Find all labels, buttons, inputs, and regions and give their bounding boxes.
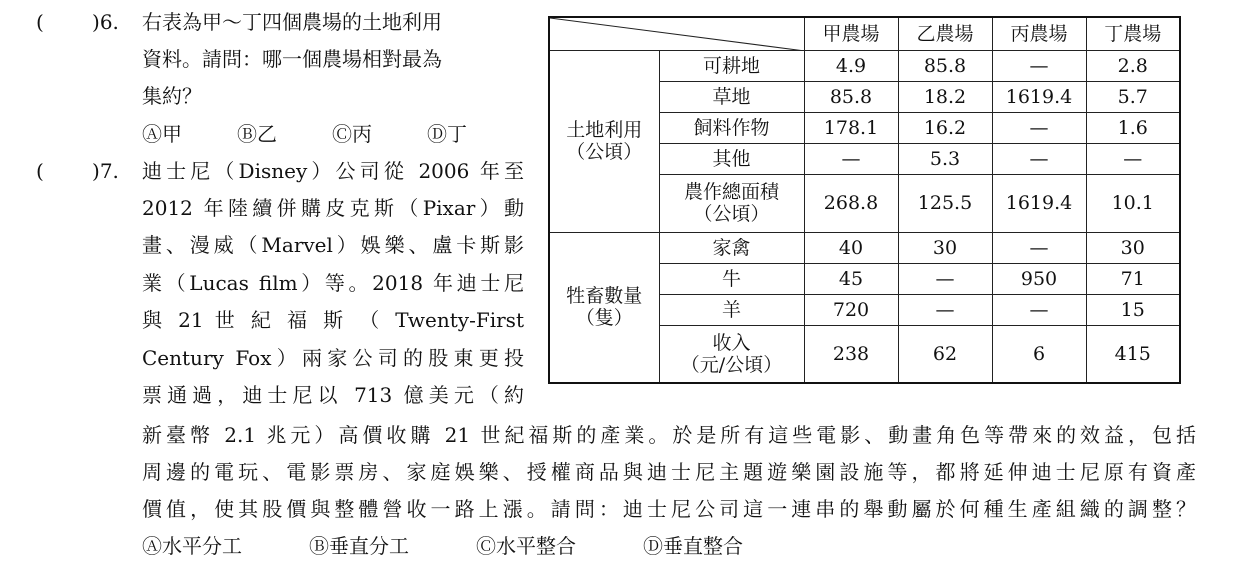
table-cell: 125.5 [898,174,992,232]
row-label: 農作總面積 （公頃） [659,174,804,232]
table-cell: 1619.4 [992,81,1086,112]
q6-line-2: 資料。請問：哪一個農場相對最為 [142,47,442,71]
table-cell: 4.9 [804,50,898,81]
table-cell: — [992,50,1086,81]
q6-line-1: 右表為甲～丁四個農場的土地利用 [142,10,442,34]
row-label: 羊 [659,294,804,325]
table-cell: 45 [804,263,898,294]
header-farm-d: 丁農場 [1086,17,1180,50]
row-label: 飼料作物 [659,112,804,143]
table-cell: — [898,294,992,325]
q6-option-b[interactable]: Ⓑ乙 [237,122,277,146]
q6-option-d[interactable]: Ⓓ丁 [427,122,467,146]
table-row [549,232,1180,263]
q7-option-b[interactable]: Ⓑ垂直分工 [309,534,409,558]
q6-number: 6. [99,10,119,34]
q7-line-8: 新臺幣 2.1 兆元）高價收購 21 世紀福斯的產業。於是所有這些電影、動畫角色等帶來的效益，包括 [142,423,1196,447]
q7-option-a[interactable]: Ⓐ水平分工 [142,534,242,558]
q6-options [142,116,467,153]
table-cell: 5.3 [898,143,992,174]
diagonal-line [550,18,805,51]
q7-option-c[interactable]: Ⓒ水平整合 [476,534,576,558]
row-label: 其他 [659,143,804,174]
table-cell: 1619.4 [992,174,1086,232]
header-farm-b: 乙農場 [898,17,992,50]
table-header-row [549,17,1180,50]
table-cell: 415 [1086,325,1180,383]
header-farm-a: 甲農場 [804,17,898,50]
table-corner-diagonal [549,17,804,50]
table-cell: 30 [1086,232,1180,263]
table-cell: — [992,294,1086,325]
table-cell: — [992,143,1086,174]
table-cell: 18.2 [898,81,992,112]
land-use-group-label: 土地利用 （公頃） [549,50,659,232]
q7-line-6: Century Fox）兩家公司的股東更投 [142,346,524,370]
table-cell: 720 [804,294,898,325]
q7-option-d[interactable]: Ⓓ垂直整合 [643,534,743,558]
table-cell: 71 [1086,263,1180,294]
table-cell: 178.1 [804,112,898,143]
row-label: 收入 （元/公頃） [659,325,804,383]
q7-line-7: 票通過，迪士尼以 713 億美元（約 [142,383,524,407]
table-cell: 62 [898,325,992,383]
q7-line-2: 2012 年陸續併購皮克斯（Pixar）動 [142,196,524,220]
q7-line-10: 價值，使其股價與整體營收一路上漲。請問：迪士尼公司這一連串的舉動屬於何種生產組織的調整？ [142,497,1196,521]
q6-answer-paren-open: ( [36,10,44,34]
q7-line-9: 周邊的電玩、電影票房、家庭娛樂、授權商品與迪士尼主題遊樂園設施等，都將延伸迪士尼原有資產 [142,460,1196,484]
table-cell: 40 [804,232,898,263]
table-cell: 85.8 [898,50,992,81]
table-cell: — [898,263,992,294]
table-row [549,50,1180,81]
table-cell: 85.8 [804,81,898,112]
row-label: 家禽 [659,232,804,263]
table-cell: — [1086,143,1180,174]
table-cell: 950 [992,263,1086,294]
table-cell: 1.6 [1086,112,1180,143]
table-cell: 10.1 [1086,174,1180,232]
q7-line-1: 迪士尼（Disney）公司從 2006 年至 [142,159,524,183]
table-cell: 15 [1086,294,1180,325]
table-cell: — [992,232,1086,263]
table-cell: 2.8 [1086,50,1180,81]
q6-line-3: 集約？ [142,84,202,108]
q7-answer-paren-open: ( [36,159,44,183]
q6-option-c[interactable]: Ⓒ丙 [332,122,372,146]
livestock-group-label: 牲畜數量 （隻） [549,232,659,383]
farm-land-use-table [548,16,1181,384]
q6-answer-paren-close: )6. [92,10,119,34]
table-cell: 16.2 [898,112,992,143]
table-cell: — [992,112,1086,143]
header-farm-c: 丙農場 [992,17,1086,50]
q7-answer-paren-close: )7. [92,159,119,183]
table-cell: 268.8 [804,174,898,232]
table-cell: 30 [898,232,992,263]
row-label: 可耕地 [659,50,804,81]
q7-options [142,528,743,565]
row-label: 牛 [659,263,804,294]
q7-number: 7. [99,159,119,183]
table-cell: — [804,143,898,174]
q7-line-3: 畫、漫威（Marvel）娛樂、盧卡斯影 [142,233,524,257]
table-cell: 6 [992,325,1086,383]
q7-line-5: 與 21 世 紀 福 斯 （ Twenty-First [142,308,524,332]
table-cell: 5.7 [1086,81,1180,112]
q7-line-4: 業（Lucas film）等。2018 年迪士尼 [142,271,524,295]
q6-option-a[interactable]: Ⓐ甲 [142,122,182,146]
table-cell: 238 [804,325,898,383]
row-label: 草地 [659,81,804,112]
